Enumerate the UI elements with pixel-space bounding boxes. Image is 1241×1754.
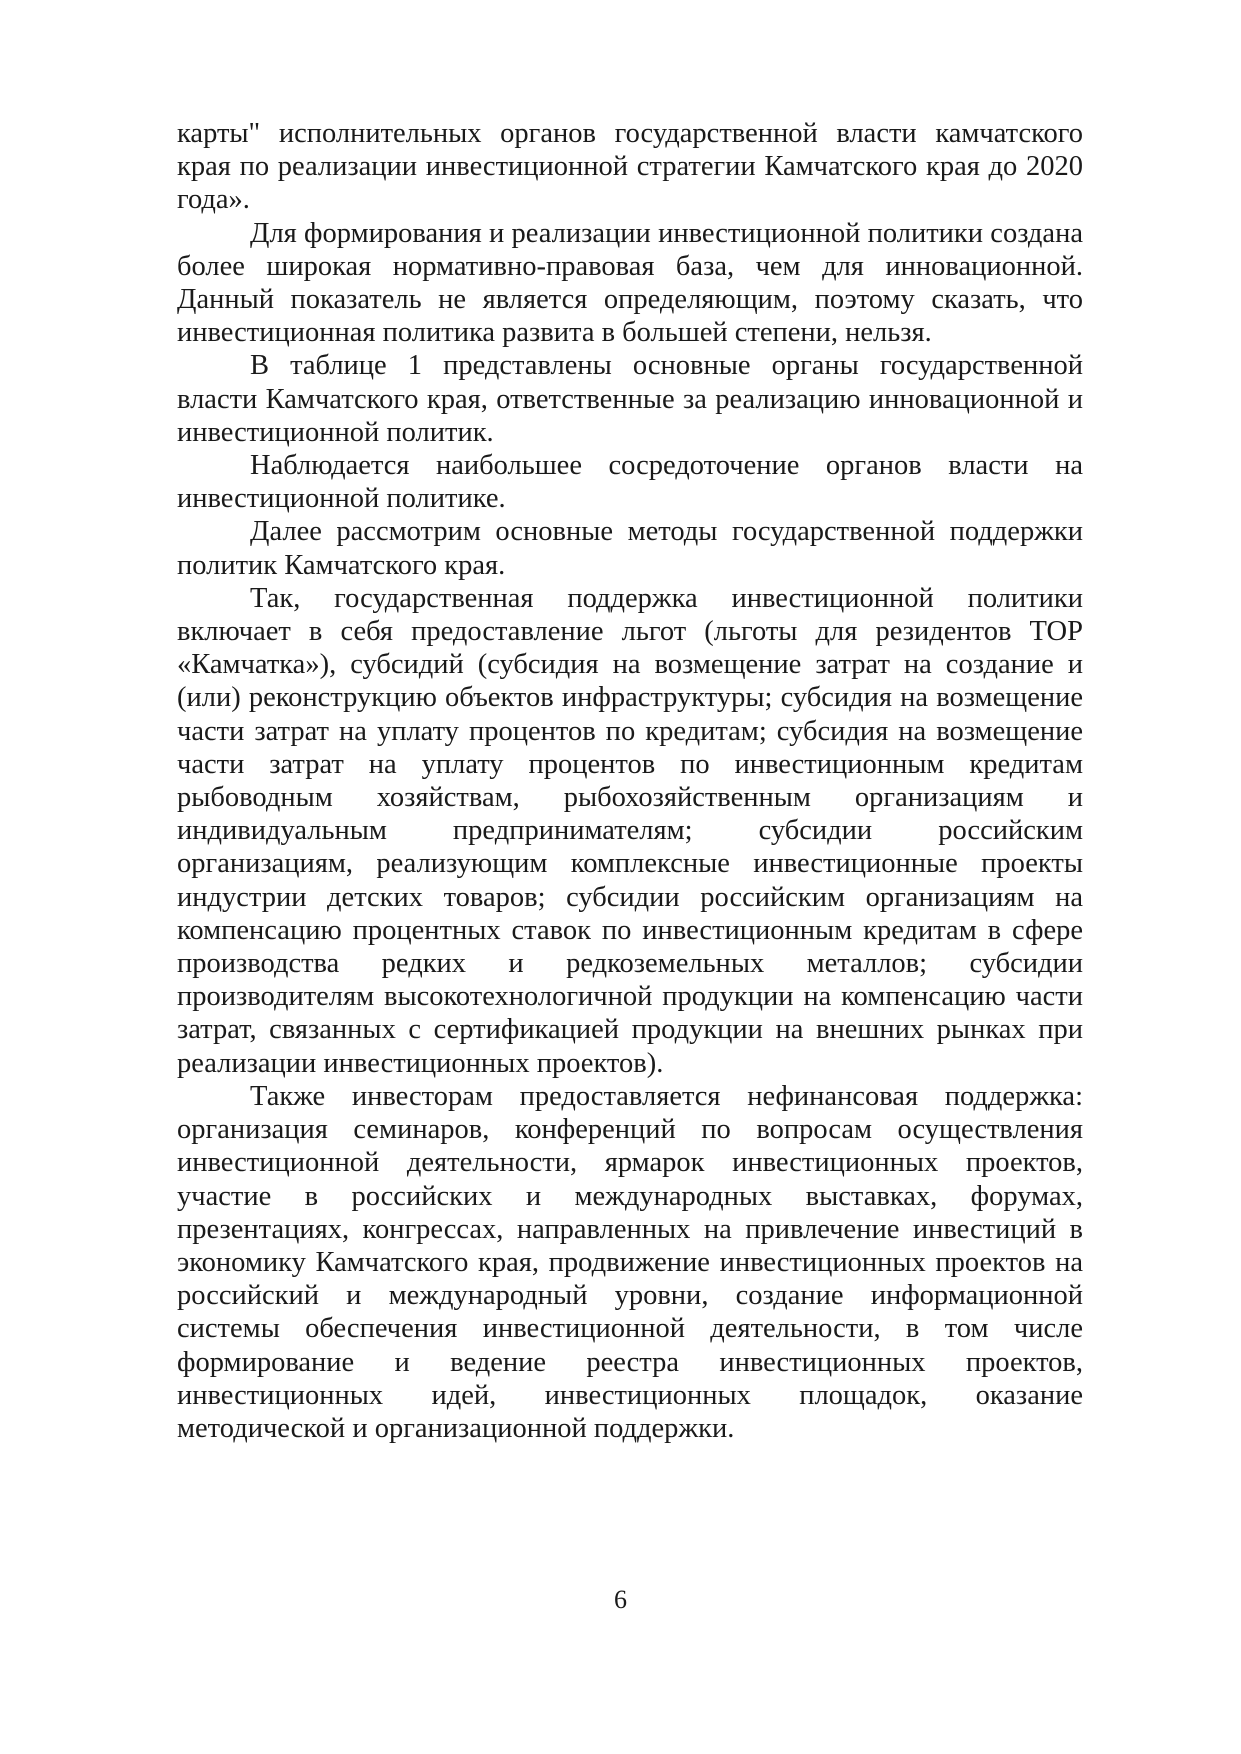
paragraph-legal-base: Для формирования и реализации инвестиционной политики создана более широкая нормативно-правовая база, чем для инновационной. Данный показатель не является определяющим, поэтому сказать, что инвестиционная политика развита в большей степени, нельзя.	[177, 217, 1083, 349]
paragraph-table-reference: В таблице 1 представлены основные органы государственной власти Камчатского края, ответственные за реализацию инновационной и инвестиционной политик.	[177, 350, 1083, 448]
paragraph-methods-intro: Далее рассмотрим основные методы государственной поддержки политик Камчатского края.	[177, 516, 1083, 581]
paragraph-continuation: карты" исполнительных органов государственной власти камчатского края по реализации инвестиционной стратегии Камчатского края до 2020 года».	[177, 118, 1083, 216]
paragraph-concentration: Наблюдается наибольшее сосредоточение органов власти на инвестиционной политике.	[177, 450, 1083, 515]
paragraph-state-support: Так, государственная поддержка инвестиционной политики включает в себя предоставление льгот (льготы для резидентов ТОР «Камчатка»), субсидий (субсидия на возмещение затрат на создание и (или) реконструкцию объектов инфраструктуры; субсидия на возмещение части затрат на уплату процентов по кредитам; субсидия на возмещение части затрат на уплату процентов по инвестиционным кредитам рыбоводным хозяйствам, рыбохозяйственным организациям и индивидуальным предпринимателям; субсидии российским организациям, реализующим комплексные инвестиционные проекты индустрии детских товаров; субсидии российским организациям на компенсацию процентных ставок по инвестиционным кредитам в сфере производства редких и редкоземельных металлов; субсидии производителям высокотехнологичной продукции на компенсацию части затрат, связанных с сертификацией продукции на внешних рынках при реализации инвестиционных проектов).	[177, 582, 1083, 1079]
page-number: 6	[614, 1585, 627, 1614]
body-text	[177, 117, 1083, 1445]
paragraph-non-financial-support: Также инвесторам предоставляется нефинансовая поддержка: организация семинаров, конференций по вопросам осуществления инвестиционной деятельности, ярмарок инвестиционных проектов, участие в российских и международных выставках, форумах, презентациях, конгрессах, направленных на привлечение инвестиций в экономику Камчатского края, продвижение инвестиционных проектов на российский и международный уровни, создание информационной системы обеспечения инвестиционной деятельности, в том числе формирование и ведение реестра инвестиционных проектов, инвестиционных идей, инвестиционных площадок, оказание методической и организационной поддержки.	[177, 1080, 1083, 1444]
